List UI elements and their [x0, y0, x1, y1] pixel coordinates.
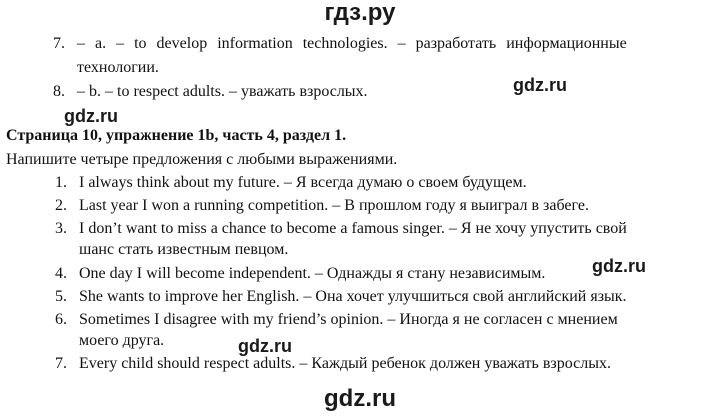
item-number: 7. — [53, 35, 65, 52]
item-number: 3. — [55, 220, 67, 237]
item-text: One day I will become independent. – Однажды я стану независимым. — [79, 265, 546, 282]
watermark-3: gdz.ru — [592, 256, 646, 276]
item-text-continued: шанс стать известным певцом. — [79, 241, 289, 258]
watermark-2: gdz.ru — [64, 106, 118, 126]
item-number: 8. — [53, 83, 65, 100]
watermark-1: gdz.ru — [513, 75, 567, 95]
item-text: She wants to improve her English. – Она хочет улучшиться свой английский язык. — [79, 288, 627, 305]
item-text-continued: моего друга. — [79, 332, 165, 349]
item-text: – b. – to respect adults. – уважать взрослых. — [77, 83, 368, 100]
item-number: 4. — [55, 265, 67, 282]
item-text: Sometimes I disagree with my friend’s opinion. – Иногда я не согласен с мнением — [79, 311, 618, 328]
watermark-4: gdz.ru — [238, 336, 292, 356]
item-number: 5. — [55, 288, 67, 305]
item-number: 7. — [55, 355, 67, 372]
item-text: Every child should respect adults. – Каждый ребенок должен уважать взрослых. — [79, 355, 611, 372]
item-text: I don’t want to miss a chance to become a famous singer. – Я не хочу упустить свой — [79, 220, 627, 237]
section-heading: Страница 10, упражнение 1b, часть 4, раздел 1. — [6, 127, 347, 144]
item-number: 6. — [55, 311, 67, 328]
item-text: Last year I won a running competition. – В прошлом году я выиграл в забеге. — [79, 197, 589, 214]
watermark-bottom: gdz.ru — [324, 385, 396, 412]
section-instruction: Напишите четыре предложения с любыми выражениями. — [6, 151, 398, 168]
watermark-top: гдз.ру — [324, 0, 396, 26]
item-number: 1. — [55, 174, 67, 191]
item-text: – a. – to develop information technologies. – разработать информационные — [77, 35, 627, 52]
item-text-continued: технологии. — [77, 59, 159, 76]
item-text: I always think about my future. – Я всегда думаю о своем будущем. — [79, 174, 527, 191]
item-number: 2. — [55, 197, 67, 214]
